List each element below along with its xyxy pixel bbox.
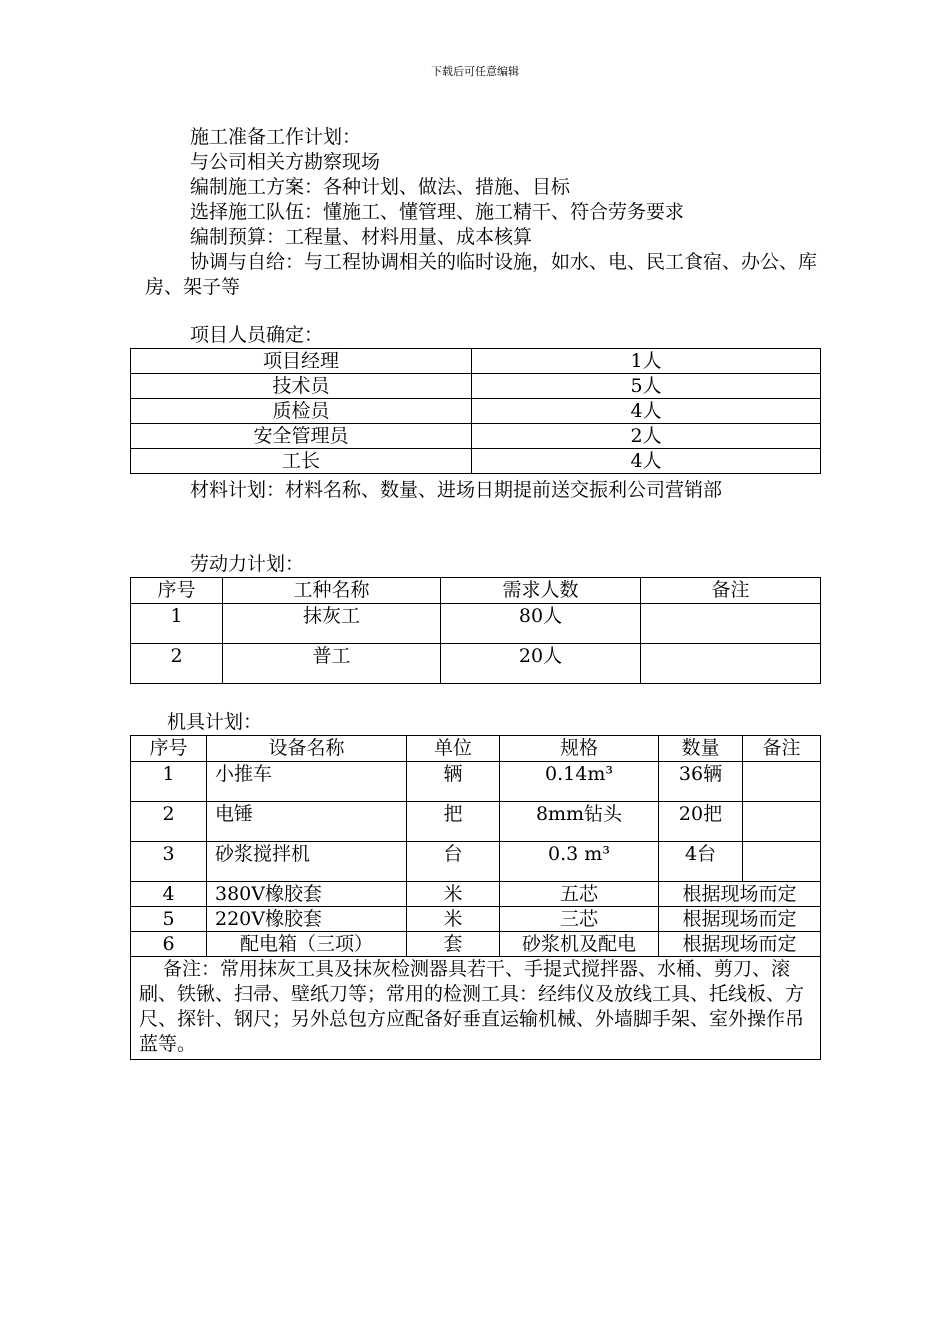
equipment-spec: 8mm钻头 [500, 802, 659, 842]
equipment-spec: 0.3 m³ [500, 842, 659, 882]
column-header: 序号 [131, 736, 207, 762]
equipment-unit: 米 [407, 907, 500, 932]
equipment-title: 机具计划： [167, 711, 263, 733]
column-header: 备注 [743, 736, 821, 762]
labor-count: 20人 [441, 644, 641, 684]
prep-plan-title: 施工准备工作计划： [190, 126, 362, 148]
equipment-no: 5 [131, 907, 207, 932]
labor-title: 劳动力计划： [190, 553, 305, 575]
labor-table [130, 577, 821, 684]
labor-no: 2 [131, 644, 223, 684]
labor-note [641, 644, 821, 684]
equipment-qty: 根据现场而定 [659, 932, 821, 957]
equipment-name: 220V橡胶套 [207, 907, 407, 932]
equipment-name: 380V橡胶套 [207, 882, 407, 907]
equipment-name: 配电箱（三项） [207, 932, 407, 957]
column-header: 单位 [407, 736, 500, 762]
prep-line: 编制预算：工程量、材料用量、成本核算 [190, 226, 533, 248]
equipment-qty: 根据现场而定 [659, 907, 821, 932]
equipment-remark: 备注：常用抹灰工具及抹灰检测器具若干、手提式搅拌器、水桶、剪刀、滚刷、铁锹、扫帚、壁纸刀等；常用的检测工具：经纬仪及放线工具、托线板、方尺、探针、钢尺；另外总包方应配备好垂直运输机械、外墙脚手架、室外操作吊蓝等。 [131, 957, 821, 1060]
table-row [131, 762, 821, 802]
equipment-qty: 4台 [659, 842, 743, 882]
column-header: 设备名称 [207, 736, 407, 762]
table-row [131, 644, 821, 684]
staff-role: 技术员 [131, 374, 472, 399]
equipment-unit: 台 [407, 842, 500, 882]
table-header-row [131, 578, 821, 604]
column-header: 数量 [659, 736, 743, 762]
staff-count: 2人 [472, 424, 821, 449]
page-header: 下载后可任意编辑 [431, 65, 519, 78]
table-row [131, 882, 821, 907]
equipment-unit: 套 [407, 932, 500, 957]
labor-type: 普工 [223, 644, 441, 684]
labor-no: 1 [131, 604, 223, 644]
equipment-no: 6 [131, 932, 207, 957]
table-row [131, 932, 821, 957]
column-header: 序号 [131, 578, 223, 604]
table-row [131, 802, 821, 842]
staff-role: 质检员 [131, 399, 472, 424]
staff-count: 5人 [472, 374, 821, 399]
column-header: 工种名称 [223, 578, 441, 604]
column-header: 规格 [500, 736, 659, 762]
equipment-no: 1 [131, 762, 207, 802]
equipment-spec: 0.14m³ [500, 762, 659, 802]
table-row [131, 449, 821, 474]
equipment-note [743, 762, 821, 802]
labor-note [641, 604, 821, 644]
table-row [131, 349, 821, 374]
equipment-unit: 米 [407, 882, 500, 907]
staff-count: 4人 [472, 399, 821, 424]
staff-role: 项目经理 [131, 349, 472, 374]
equipment-note [743, 802, 821, 842]
labor-count: 80人 [441, 604, 641, 644]
equipment-qty: 根据现场而定 [659, 882, 821, 907]
column-header: 需求人数 [441, 578, 641, 604]
equipment-qty: 36辆 [659, 762, 743, 802]
equipment-unit: 辆 [407, 762, 500, 802]
equipment-no: 2 [131, 802, 207, 842]
equipment-name: 砂浆搅拌机 [207, 842, 407, 882]
equipment-table [130, 735, 821, 1060]
materials-plan: 材料计划：材料名称、数量、进场日期提前送交振利公司营销部 [190, 479, 723, 501]
equipment-name: 电锤 [207, 802, 407, 842]
table-row [131, 374, 821, 399]
equipment-unit: 把 [407, 802, 500, 842]
staff-table [130, 348, 821, 474]
coordination-paragraph: 协调与自给：与工程协调相关的临时设施，如水、电、民工食宿、办公、库房、架子等 [145, 251, 818, 298]
prep-line: 选择施工队伍：懂施工、懂管理、施工精干、符合劳务要求 [190, 201, 685, 223]
prep-line: 编制施工方案：各种计划、做法、措施、目标 [190, 176, 571, 198]
column-header: 备注 [641, 578, 821, 604]
equipment-no: 4 [131, 882, 207, 907]
table-row [131, 424, 821, 449]
table-row [131, 907, 821, 932]
equipment-spec: 砂浆机及配电 [500, 932, 659, 957]
table-row [131, 604, 821, 644]
prep-line: 与公司相关方勘察现场 [190, 151, 381, 173]
table-row [131, 399, 821, 424]
equipment-qty: 20把 [659, 802, 743, 842]
staff-role: 工长 [131, 449, 472, 474]
equipment-spec: 三芯 [500, 907, 659, 932]
labor-type: 抹灰工 [223, 604, 441, 644]
table-header-row [131, 736, 821, 762]
equipment-spec: 五芯 [500, 882, 659, 907]
staff-count: 1人 [472, 349, 821, 374]
table-row [131, 957, 821, 1060]
staff-title: 项目人员确定： [190, 324, 324, 346]
staff-count: 4人 [472, 449, 821, 474]
equipment-note [743, 842, 821, 882]
equipment-name: 小推车 [207, 762, 407, 802]
equipment-no: 3 [131, 842, 207, 882]
table-row [131, 842, 821, 882]
staff-role: 安全管理员 [131, 424, 472, 449]
